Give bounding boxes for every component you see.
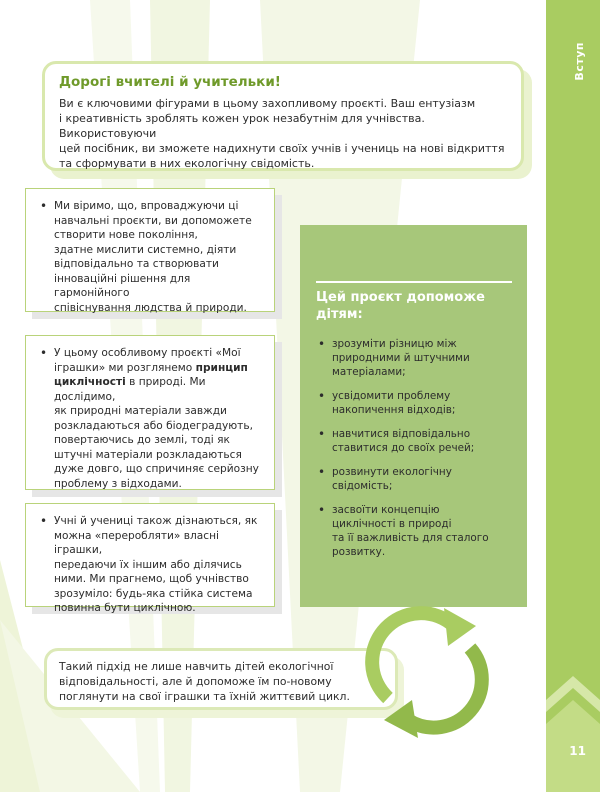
text-line: • навчитися відповідально — [332, 428, 471, 440]
text-line: • усвідомити проблему — [332, 390, 451, 402]
text-line: навчальні проєкти, ви допоможете — [54, 214, 252, 227]
text-line: здатне мислити системно, діяти — [54, 243, 237, 256]
panel-title — [316, 289, 513, 323]
goal-item — [316, 465, 513, 493]
card-cyclicity-item — [38, 346, 262, 491]
goal-item — [316, 427, 513, 455]
recycle-arrows-icon — [358, 602, 498, 742]
goals-panel — [300, 225, 527, 607]
side-tab — [546, 0, 600, 792]
text-line: інноваційні рішення для гармонійного — [54, 272, 191, 299]
card-recycling-item — [38, 514, 262, 616]
card-belief — [25, 188, 275, 312]
intro-line: Ви є ключовими фігурами в цьому захопливому проєкті. Ваш ентузіазм — [59, 97, 476, 110]
text-line: розкладаються або біодеградують, — [54, 419, 253, 432]
text-line: • розвинути екологічну — [332, 466, 452, 478]
conclusion-box — [44, 648, 398, 710]
card-cyclicity — [25, 335, 275, 490]
section-label: Вступ — [573, 42, 586, 81]
text-line: та її важливість для сталого — [332, 532, 489, 544]
text-line: проблему з відходами. — [54, 477, 182, 490]
text-line: • Учні й учениці також дізнаються, як — [54, 515, 258, 527]
text-line: накопичення відходів; — [332, 404, 456, 416]
card-belief-item — [38, 199, 262, 315]
text-line: • зрозуміти різницю між — [332, 338, 457, 350]
panel-divider — [316, 281, 512, 283]
intro-text — [59, 96, 507, 171]
intro-line: і креативність зроблять кожен урок незабутнім для учнівства. Використовуючи — [59, 112, 425, 140]
text-line: відповідально та створювати — [54, 258, 219, 270]
highlight-term: циклічності — [54, 376, 126, 388]
text-line — [54, 375, 262, 404]
text-line: створити нове покоління, — [54, 229, 198, 241]
text-line: • У цьому особливому проєкті «Мої — [54, 347, 241, 359]
panel-title-line: Цей проєкт допоможе — [316, 290, 485, 305]
text-line: ними. Ми прагнемо, щоб учнівство — [54, 573, 249, 585]
text-line: циклічності в природі — [332, 518, 452, 530]
goal-item — [316, 389, 513, 417]
text-line: розвитку. — [332, 546, 386, 558]
text-span: іграшки» ми розглянемо — [54, 361, 196, 374]
text-line: передаючи їх іншим або ділячись — [54, 558, 242, 571]
highlight-term: принцип — [195, 361, 248, 374]
goal-item — [316, 503, 513, 559]
text-line: співіснування людства й природи. — [54, 301, 247, 314]
text-line: можна «переробляти» власні іграшки, — [54, 529, 219, 556]
intro-box — [42, 61, 524, 171]
text-line: природними й штучними — [332, 352, 470, 364]
page-number: 11 — [569, 744, 586, 758]
goals-list — [316, 337, 513, 559]
text-line: штучні матеріали розкладаються — [54, 448, 242, 461]
panel-title-line: дітям: — [316, 307, 363, 322]
goal-item — [316, 337, 513, 379]
chevron-up-icon — [546, 672, 600, 792]
text-line: матеріалами; — [332, 366, 406, 378]
text-line: як природні матеріали завжди — [54, 405, 227, 417]
intro-line: та сформувати в них екологічну свідомість. — [59, 157, 315, 170]
text-line: зрозуміло: будь-яка стійка система — [54, 587, 253, 600]
text-line — [54, 361, 262, 376]
text-line: поглянути на свої іграшки та їхній життєвий цикл. — [59, 690, 350, 703]
intro-title: Дорогі вчителі й учительки! — [59, 74, 281, 90]
intro-line: цей посібник, ви зможете надихнути своїх учнів і учениць на нові відкриття — [59, 142, 505, 155]
text-span: в природі. Ми дослідимо, — [54, 376, 206, 403]
text-line: відповідальності, але й допоможе їм по-новому — [59, 675, 332, 688]
text-line: повинна бути циклічною. — [54, 602, 196, 614]
text-line: Такий підхід не лише навчить дітей екологічної — [59, 660, 334, 673]
text-line: • Ми віримо, що, впроваджуючи ці — [54, 200, 239, 212]
text-line: ставитися до своїх речей; — [332, 442, 475, 454]
text-line: повертаючись до землі, тоді як — [54, 434, 230, 446]
card-recycling — [25, 503, 275, 614]
text-line: дуже довго, що спричиняє серйозну — [54, 463, 259, 475]
text-line: • засвоїти концепцію — [332, 504, 440, 516]
text-line: свідомість; — [332, 480, 393, 492]
